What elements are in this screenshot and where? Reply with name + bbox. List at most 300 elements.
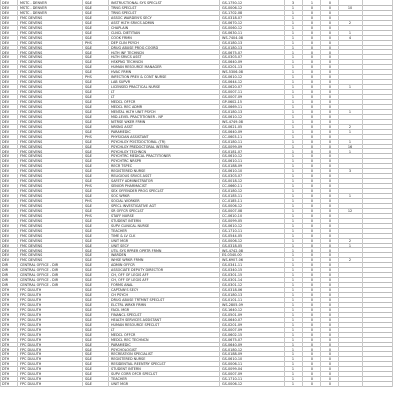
count-3-cell: 0	[328, 293, 332, 298]
org-name-cell: FMC DEVENS	[20, 85, 43, 90]
fund-type-cell: S&E	[85, 174, 92, 179]
position-title-cell: DRUG ABUSE TRTMNT SPECLST	[111, 298, 165, 302]
org-name-cell: MSTC - DENVER	[20, 5, 47, 10]
position-title-cell: SR OFFCR SPECLST	[111, 208, 144, 213]
org-name-cell: FMC DEVENS	[20, 25, 43, 30]
org-code-cell: DEV	[2, 15, 10, 20]
fund-type-cell: S&E	[85, 268, 92, 273]
count-1-cell: 1	[291, 109, 295, 114]
fund-type-cell: S&E	[85, 189, 92, 194]
org-name-cell: FMC DEVENS	[20, 95, 43, 100]
grade-cell: GS-0060-12	[222, 25, 243, 30]
count-3-cell: 0	[328, 203, 332, 208]
count-1-cell: 1	[291, 15, 295, 20]
org-name-cell: FPC DULUTH	[20, 317, 42, 322]
count-1-cell: 1	[291, 213, 295, 218]
count-3-cell: 0	[328, 85, 332, 90]
position-title-cell: TRNG SPECLST	[111, 10, 137, 15]
position-title-cell: UNIT MGR	[111, 382, 129, 387]
org-name-cell: FMC DEVENS	[20, 114, 43, 119]
org-name-cell: FMC DEVENS	[20, 203, 43, 208]
count-1-cell: 1	[291, 203, 295, 208]
org-code-cell: DEV	[2, 189, 10, 194]
org-name-cell: FPC DULUTH	[20, 327, 42, 332]
count-1-cell: 1	[291, 233, 295, 238]
org-code-cell: DEV	[2, 30, 10, 35]
org-code-cell: DEV	[2, 258, 10, 263]
fund-type-cell: S&E	[85, 80, 92, 85]
fund-type-cell: S&E	[85, 5, 92, 10]
grade-cell: GS-0303-07	[222, 55, 243, 60]
grade-cell: GS-0099-05	[222, 218, 243, 223]
position-title-cell: DRUG ABUSE PROG COORD	[111, 45, 159, 50]
count-1-cell: 1	[291, 352, 295, 357]
org-name-cell: FMC DEVENS	[20, 134, 43, 139]
count-2-cell: 0	[310, 317, 314, 322]
org-code-cell: DEV	[2, 184, 10, 189]
count-3-cell: 0	[328, 95, 332, 100]
org-code-cell: DEV	[2, 75, 10, 80]
position-title-cell: CH, OFF OF LEGIS AFF	[111, 278, 149, 283]
org-name-cell: FMC DEVENS	[20, 238, 43, 243]
count-1-cell: 1	[291, 367, 295, 372]
position-title-cell: PARAMEDIC	[111, 129, 131, 134]
count-3-cell: 0	[328, 90, 332, 95]
org-name-cell: FPC DULUTH	[20, 382, 42, 387]
count-3-cell: 0	[328, 25, 332, 30]
org-name-cell: FPC DULUTH	[20, 342, 42, 347]
grade-cell: GS-0610-11	[222, 159, 243, 164]
count-4-cell: 2	[348, 124, 352, 129]
org-name-cell: FMC DEVENS	[20, 189, 43, 194]
grade-cell: GS-0640-09	[222, 60, 243, 65]
position-title-cell: NITRSE WKER FRMN	[111, 119, 146, 124]
org-name-cell: FPC DULUTH	[20, 347, 42, 352]
count-1-cell: 1	[291, 45, 295, 50]
count-2-cell: 0	[310, 85, 314, 90]
count-3-cell: 0	[328, 307, 332, 312]
count-2-cell: 0	[310, 174, 314, 179]
fund-type-cell: S&E	[85, 238, 92, 243]
count-3-cell: 0	[328, 208, 332, 213]
position-title-cell: PSYCHTRC NRSPR	[111, 159, 142, 164]
fund-type-cell: S&E	[85, 263, 92, 268]
org-name-cell: FMC DEVENS	[20, 179, 43, 184]
count-2-cell: 0	[310, 70, 314, 75]
count-3-cell: 0	[328, 278, 332, 283]
count-1-cell: 1	[291, 268, 295, 273]
count-1-cell: 1	[291, 248, 295, 253]
position-title-cell: SPECL INVESTIGATIVE AGT	[111, 203, 157, 208]
position-title-cell: SOC WRKR	[111, 194, 130, 199]
grade-cell: GS-0201-09	[222, 322, 243, 327]
fund-type-cell: S&E	[85, 248, 92, 253]
org-name-cell: MSTC - DENVER	[20, 1, 47, 5]
count-3-cell: 0	[328, 15, 332, 20]
column-divider	[392, 0, 393, 387]
column-divider	[302, 0, 303, 387]
count-1-cell: 1	[291, 317, 295, 322]
count-1-cell: 1	[291, 139, 295, 144]
count-3-cell: 0	[328, 382, 332, 387]
count-3-cell: 0	[328, 357, 332, 362]
position-title-cell: REGISTERED NURSE	[111, 169, 146, 174]
count-2-cell: 0	[310, 362, 314, 367]
org-name-cell: FMC DEVENS	[20, 65, 43, 70]
fund-type-cell: S&E	[85, 35, 92, 40]
org-name-cell: FMC DEVENS	[20, 258, 43, 263]
count-2-cell: 0	[310, 5, 314, 10]
org-code-cell: DEV	[2, 248, 10, 253]
position-title-cell: CLNCL DIETITIAN	[111, 30, 140, 35]
fund-type-cell: S&E	[85, 367, 92, 372]
org-code-cell: DEV	[2, 55, 10, 60]
position-title-cell: DEP CLIN PSYCH	[111, 40, 139, 45]
count-2-cell: 0	[310, 283, 314, 288]
grade-cell: GS-0007-08	[222, 208, 243, 213]
org-code-cell: DTH	[2, 377, 10, 382]
org-code-cell: DTH	[2, 352, 10, 357]
org-name-cell: FPC DULUTH	[20, 298, 42, 302]
count-1-cell: 1	[291, 90, 295, 95]
grade-cell: GS-0640-07	[222, 317, 243, 322]
grade-cell: GS-0007-09	[222, 327, 243, 332]
fund-type-cell: S&E	[85, 347, 92, 352]
count-2-cell: 0	[310, 273, 314, 278]
count-1-cell: 1	[291, 20, 295, 25]
count-1-cell: 1	[291, 184, 295, 189]
grade-cell: CC-0185-11	[222, 199, 243, 203]
org-name-cell: FPC DULUTH	[20, 302, 42, 307]
grade-cell: GS-0180-11	[222, 139, 243, 144]
org-code-cell: DEV	[2, 25, 10, 30]
grade-cell: GS-0101-11	[222, 298, 243, 302]
count-3-cell: 0	[328, 337, 332, 342]
org-name-cell: FMC DEVENS	[20, 253, 43, 258]
position-title-cell: WHSE WRKR FRMN	[111, 258, 144, 263]
position-title-cell: PSYCHLGY TECHNCN	[111, 149, 147, 154]
org-name-cell: FPC DULUTH	[20, 372, 42, 377]
count-3-cell: 0	[328, 317, 332, 322]
count-2-cell: 0	[310, 357, 314, 362]
org-code-cell: DTH	[2, 357, 10, 362]
count-3-cell: 0	[328, 228, 332, 233]
fund-type-cell: S&E	[85, 273, 92, 278]
org-name-cell: FMC DEVENS	[20, 144, 43, 149]
count-2-cell: 0	[310, 114, 314, 119]
grade-cell: GS-0630-11	[222, 30, 243, 35]
count-2-cell: 0	[310, 218, 314, 223]
count-4-cell: 2	[348, 258, 352, 263]
position-title-cell: CHAPLAIN	[111, 25, 129, 30]
org-name-cell: FMC DEVENS	[20, 164, 43, 169]
count-2-cell: 0	[310, 184, 314, 189]
count-3-cell: 0	[328, 377, 332, 382]
position-title-cell: TRNG SPECLST	[111, 5, 137, 10]
count-2-cell: 0	[310, 60, 314, 65]
count-1-cell: 1	[291, 5, 295, 10]
org-code-cell: DIR	[2, 263, 8, 268]
org-code-cell: DEV	[2, 90, 10, 95]
org-code-cell: DIR	[2, 283, 8, 288]
org-name-cell: FMC DEVENS	[20, 223, 43, 228]
fund-type-cell: S&E	[85, 228, 92, 233]
count-1-cell: 1	[291, 327, 295, 332]
fund-type-cell: S&E	[85, 377, 92, 382]
fund-type-cell: S&E	[85, 60, 92, 65]
org-name-cell: FMC DEVENS	[20, 159, 43, 164]
count-3-cell: 0	[328, 189, 332, 194]
org-code-cell: DEV	[2, 203, 10, 208]
org-name-cell: FMC DEVENS	[20, 75, 43, 80]
grade-cell: GS-0099-09	[222, 144, 243, 149]
count-4-cell: 2	[348, 238, 352, 243]
org-name-cell: FMC DEVENS	[20, 194, 43, 199]
grade-cell: GS-0007-09	[222, 95, 243, 100]
count-1-cell: 1	[291, 288, 295, 293]
org-name-cell: CENTRAL OFFICE - DIR	[20, 268, 59, 273]
count-3-cell: 0	[328, 298, 332, 302]
org-name-cell: FPC DULUTH	[20, 322, 42, 327]
count-3-cell: 0	[328, 179, 332, 184]
fund-type-cell: S&E	[85, 10, 92, 15]
org-code-cell: DEV	[2, 10, 10, 15]
count-2-cell: 0	[310, 45, 314, 50]
position-title-cell: STUDENT INTERN	[111, 367, 141, 372]
org-name-cell: FMC DEVENS	[20, 228, 43, 233]
grade-cell: GS-0006-12	[222, 238, 243, 243]
fund-type-cell: S&E	[85, 159, 92, 164]
fund-type-cell: S&E	[85, 85, 92, 90]
position-title-cell: PSYCHLGY PREDOCTORAL INTERN	[111, 144, 169, 149]
org-name-cell: FPC DULUTH	[20, 293, 42, 298]
count-2-cell: 0	[310, 104, 314, 109]
count-1-cell: 1	[291, 174, 295, 179]
count-2-cell: 0	[310, 15, 314, 20]
fund-type-cell: S&E	[85, 307, 92, 312]
count-1-cell: 1	[291, 253, 295, 258]
count-2-cell: 1	[310, 1, 314, 5]
count-1-cell: 1	[291, 263, 295, 268]
count-2-cell: 0	[310, 159, 314, 164]
org-code-cell: DEV	[2, 35, 10, 40]
fund-type-cell: PHS	[85, 199, 92, 203]
fund-type-cell: S&E	[85, 104, 92, 109]
position-title-cell: PSYCHOLOGIST	[111, 347, 137, 352]
count-3-cell: 0	[328, 213, 332, 218]
fund-type-cell: S&E	[85, 203, 92, 208]
grade-cell: GS-0318-06	[222, 288, 243, 293]
count-3-cell: 0	[328, 268, 332, 273]
count-1-cell: 1	[291, 164, 295, 169]
count-2-cell: 0	[310, 80, 314, 85]
count-3-cell: 0	[328, 5, 332, 10]
count-3-cell: 0	[328, 223, 332, 228]
count-1-cell: 1	[291, 238, 295, 243]
org-code-cell: DTH	[2, 322, 10, 327]
position-title-cell: ASST HLTH SRVCS ADMIN	[111, 20, 155, 25]
count-2-cell: 0	[310, 35, 314, 40]
fund-type-cell: S&E	[85, 149, 92, 154]
grade-cell: GS-1710-11	[222, 377, 243, 382]
count-1-cell: 1	[291, 100, 295, 104]
org-code-cell: DEV	[2, 45, 10, 50]
fund-type-cell: S&E	[85, 382, 92, 387]
count-2-cell: 0	[310, 149, 314, 154]
fund-type-cell: S&E	[85, 25, 92, 30]
count-3-cell: 0	[328, 129, 332, 134]
org-code-cell: DIR	[2, 273, 8, 278]
org-code-cell: DEV	[2, 218, 10, 223]
grade-cell: GS-0180-12	[222, 189, 243, 194]
fund-type-cell: S&E	[85, 298, 92, 302]
grade-cell: GS-0640-09	[222, 129, 243, 134]
count-2-cell: 0	[310, 144, 314, 149]
org-name-cell: FMC DEVENS	[20, 100, 43, 104]
count-3-cell: 0	[328, 342, 332, 347]
org-code-cell: DEV	[2, 253, 10, 258]
position-title-cell: CH PSYCH	[111, 293, 128, 298]
org-name-cell: FMC DEVENS	[20, 124, 43, 129]
org-name-cell: FPC DULUTH	[20, 312, 42, 317]
count-4-cell: 1	[348, 194, 352, 199]
org-name-cell: FMC DEVENS	[20, 20, 43, 25]
org-code-cell: DEV	[2, 194, 10, 199]
fund-type-cell: S&E	[85, 218, 92, 223]
count-3-cell: 0	[328, 302, 332, 307]
org-name-cell: FMC DEVENS	[20, 15, 43, 20]
fund-type-cell: S&E	[85, 139, 92, 144]
position-title-cell: UTIL SYS RPRER OPRTR FRMN	[111, 248, 162, 253]
org-code-cell: DEV	[2, 134, 10, 139]
count-2-cell: 0	[310, 199, 314, 203]
org-code-cell: DTH	[2, 317, 10, 322]
count-2-cell: 0	[310, 100, 314, 104]
org-code-cell: DEV	[2, 95, 10, 100]
position-title-cell: ASSOC WARDEN'S SECY	[111, 15, 152, 20]
grade-cell: GS-0007-11	[222, 90, 243, 95]
column-divider	[82, 0, 83, 387]
count-4-cell: 2	[348, 20, 352, 25]
position-title-cell: INFECTION PREV & CONT NURSE	[111, 75, 167, 80]
fund-type-cell: S&E	[85, 1, 92, 5]
count-2-cell: 0	[310, 154, 314, 159]
count-1-cell: 1	[291, 243, 295, 248]
fund-type-cell: PHS	[85, 75, 92, 80]
column-divider	[338, 0, 339, 387]
org-name-cell: CENTRAL OFFICE - DIR	[20, 283, 59, 288]
count-4-cell: 12	[347, 208, 353, 213]
org-code-cell: DTH	[2, 302, 10, 307]
position-title-cell: COOK FRMN	[111, 35, 132, 40]
grade-cell: GS-0675-07	[222, 50, 243, 55]
position-title-cell: RECR TSPEC	[111, 164, 133, 169]
org-name-cell: FMC DEVENS	[20, 45, 43, 50]
fund-type-cell: S&E	[85, 302, 92, 307]
position-title-cell: LT	[111, 95, 115, 100]
count-2-cell: 0	[310, 95, 314, 100]
org-name-cell: CENTRAL OFFICE - DIR	[20, 278, 59, 283]
count-1-cell: 1	[291, 55, 295, 60]
grade-cell: GS-1702-08	[222, 10, 243, 15]
org-code-cell: DTH	[2, 307, 10, 312]
count-2-cell: 0	[310, 20, 314, 25]
count-3-cell: 0	[328, 253, 332, 258]
count-3-cell: 0	[328, 50, 332, 55]
org-code-cell: DEV	[2, 139, 10, 144]
count-3-cell: 0	[328, 154, 332, 159]
grade-cell: GS-0180-12	[222, 347, 243, 352]
position-title-cell: PARAMEDIC	[111, 342, 131, 347]
fund-type-cell: PHS	[85, 40, 92, 45]
count-2-cell: 0	[310, 164, 314, 169]
count-3-cell: 0	[328, 362, 332, 367]
grade-cell: GS-0180-13	[222, 40, 243, 45]
org-code-cell: DEV	[2, 109, 10, 114]
count-2-cell: 0	[310, 189, 314, 194]
count-1-cell: 1	[291, 124, 295, 129]
grade-cell: WS-5306-08	[222, 70, 243, 75]
count-2-cell: 0	[310, 208, 314, 213]
grade-cell: GS-0006-11	[222, 362, 243, 367]
count-1-cell: 1	[291, 218, 295, 223]
org-name-cell: FMC DEVENS	[20, 199, 43, 203]
count-2-cell: 0	[310, 367, 314, 372]
position-title-cell: SAFETY ADMINISTRATOR	[111, 179, 153, 184]
org-code-cell: DEV	[2, 164, 10, 169]
count-1-cell: 1	[291, 149, 295, 154]
count-3-cell: 0	[328, 169, 332, 174]
grade-cell: GS-0640-09	[222, 342, 243, 347]
count-3-cell: 0	[328, 194, 332, 199]
grade-cell: GS-0301-14	[222, 278, 243, 283]
count-2-cell: 0	[310, 129, 314, 134]
position-title-cell: HLTH INF TECHNCN	[111, 50, 144, 55]
count-3-cell: 0	[328, 248, 332, 253]
position-title-cell: STAFF NURSE	[111, 213, 134, 218]
fund-type-cell: S&E	[85, 65, 92, 70]
grade-cell: GS-0180-13	[222, 293, 243, 298]
fund-type-cell: PHS	[85, 134, 92, 139]
count-3-cell: 0	[328, 70, 332, 75]
count-2-cell: 0	[310, 352, 314, 357]
position-title-cell: TEACHER	[111, 228, 127, 233]
count-1-cell: 1	[291, 25, 295, 30]
org-code-cell: DEV	[2, 144, 10, 149]
org-code-cell: DTH	[2, 372, 10, 377]
org-code-cell: DEV	[2, 154, 10, 159]
position-title-cell: SENIOR PHARMACIST	[111, 184, 147, 189]
grade-cell: GS-1750-12	[222, 1, 243, 5]
org-code-cell: DTH	[2, 382, 10, 387]
fund-type-cell: S&E	[85, 342, 92, 347]
fund-type-cell: S&E	[85, 95, 92, 100]
org-code-cell: DEV	[2, 100, 10, 104]
count-4-cell: 3	[348, 169, 352, 174]
count-1-cell: 1	[291, 129, 295, 134]
count-2-cell: 0	[310, 307, 314, 312]
grade-cell: GS-0318-07	[222, 15, 243, 20]
org-code-cell: DEV	[2, 243, 10, 248]
position-title-cell: ELCTRL WRKR FRMN	[111, 302, 146, 307]
count-4-cell: 1	[348, 30, 352, 35]
fund-type-cell: S&E	[85, 322, 92, 327]
org-name-cell: FPC DULUTH	[20, 377, 42, 382]
count-3-cell: 0	[328, 109, 332, 114]
position-title-cell: FINANCL SPECLST	[111, 312, 142, 317]
grade-cell: GS-0006-12	[222, 382, 243, 387]
count-3-cell: 0	[328, 75, 332, 80]
